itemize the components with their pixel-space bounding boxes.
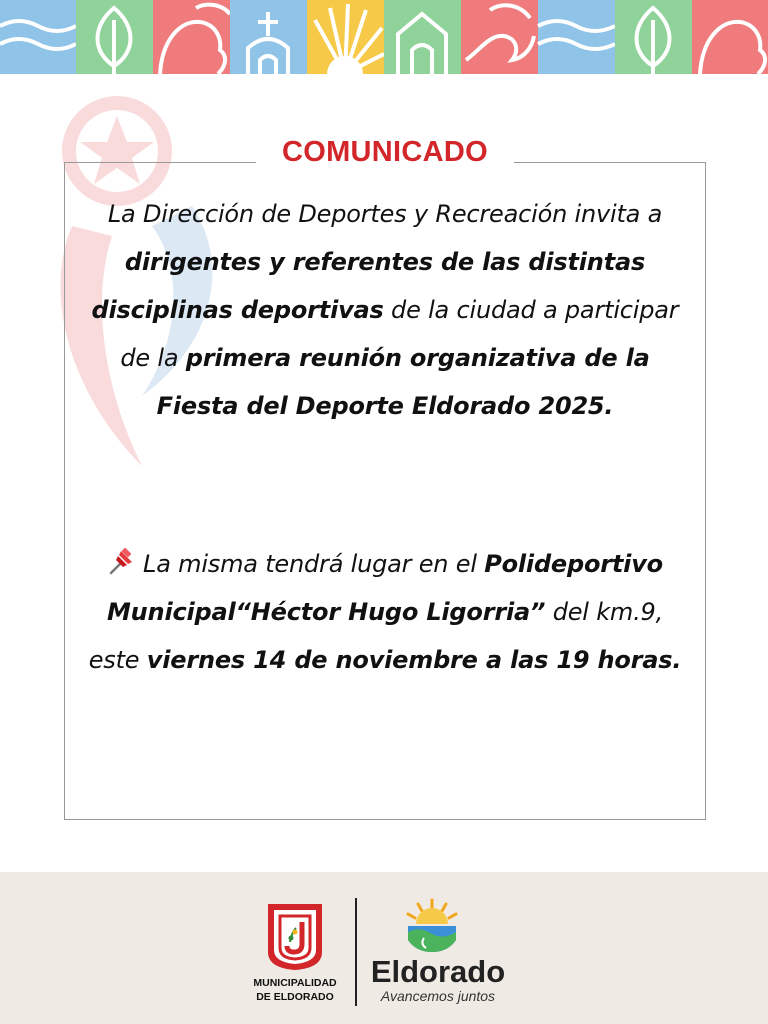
venue-text-2: del km.9, este: [88, 598, 663, 674]
invitation-text-2: de la ciudad a participar de la: [120, 296, 679, 372]
decorative-banner: [0, 0, 768, 74]
venue-highlight-2: viernes 14 de noviembre a las 19 horas.: [146, 646, 682, 674]
faces-icon: [692, 0, 768, 74]
municipality-emblem-icon: [266, 902, 324, 972]
venue-paragraph: [80, 540, 690, 684]
faces-icon: [461, 0, 538, 74]
leaf-icon: [76, 0, 153, 74]
venue-highlight-1: Polideportivo Municipal“Héctor Hugo Ligorria”: [106, 550, 663, 626]
footer-divider: [355, 898, 357, 1006]
eldorado-logo-icon: [400, 894, 464, 958]
house-icon: [384, 0, 461, 74]
municipality-name: MUNICIPALIDAD DE ELDORADO: [253, 977, 337, 1003]
invitation-paragraph: [80, 190, 690, 430]
waves-icon: [538, 0, 615, 74]
communique-title: COMUNICADO: [256, 132, 514, 172]
pushpin-icon: [107, 546, 137, 576]
invitation-highlight-2: primera reunión organizativa de la Fiesta del Deporte Eldorado 2025.: [156, 344, 650, 420]
waves-icon: [0, 0, 76, 74]
leaf-icon: [615, 0, 692, 74]
eldorado-slogan: Avancemos juntos: [380, 988, 496, 1004]
footer: [0, 872, 768, 1024]
invitation-text-1: La Dirección de Deportes y Recreación invita a: [107, 200, 663, 228]
invitation-highlight-1: dirigentes y referentes de las distintas disciplinas deportivas: [91, 248, 646, 324]
sun-icon: [307, 0, 384, 74]
venue-text-1: La misma tendrá lugar en el: [143, 550, 485, 578]
eldorado-wordmark: Eldorado: [370, 954, 506, 989]
church-icon: [230, 0, 307, 74]
faces-icon: [153, 0, 230, 74]
